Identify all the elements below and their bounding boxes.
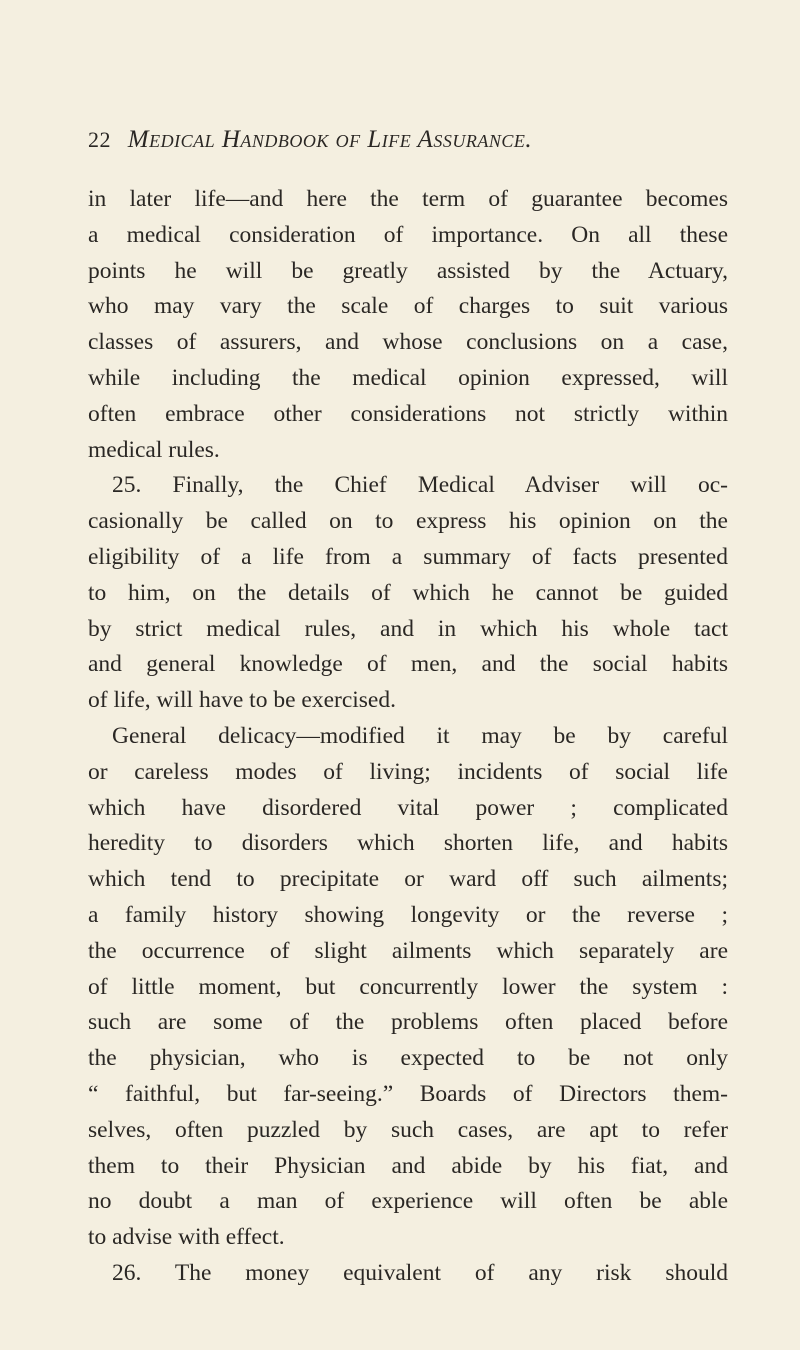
page-number: 22: [88, 127, 111, 152]
text-line: who may vary the scale of charges to suit various: [88, 293, 728, 320]
text-line: them to their Physician and abide by his fiat, and: [88, 1152, 728, 1179]
text-line: which have disordered vital power ; complicated: [88, 794, 728, 821]
text-line: eligibility of a life from a summary of facts presented: [88, 543, 728, 570]
text-line: in later life—and here the term of guarantee becomes: [88, 186, 728, 212]
text-line: while including the medical opinion expressed, will: [88, 364, 728, 391]
text-line: of life, will have to be exercised.: [88, 687, 396, 714]
paragraph-25-start: 25. Finally, the Chief Medical Adviser will oc-: [112, 472, 728, 499]
text-line: classes of assurers, and whose conclusions on a case,: [88, 329, 728, 356]
text-line: the physician, who is expected to be not only: [88, 1045, 728, 1072]
paragraph-26-start: 26. The money equivalent of any risk should: [112, 1259, 728, 1286]
text-line: by strict medical rules, and in which his whole tact: [88, 615, 728, 642]
text-line: casionally be called on to express his opinion on the: [88, 508, 728, 535]
running-head-title: Medical Handbook of Life Assurance.: [127, 126, 533, 153]
running-head: [88, 126, 728, 166]
text-line: “ faithful, but far-seeing.” Boards of Directors them-: [88, 1080, 728, 1107]
text-line: and general knowledge of men, and the social habits: [88, 651, 728, 678]
text-line: or careless modes of living; incidents of social life: [88, 758, 728, 785]
text-line: a family history showing longevity or the reverse ;: [88, 901, 728, 928]
body-text: [88, 182, 728, 1292]
text-line: a medical consideration of importance. On all these: [88, 221, 728, 248]
text-line: such are some of the problems often placed before: [88, 1009, 728, 1036]
text-line: selves, often puzzled by such cases, are apt to refer: [88, 1116, 728, 1143]
text-line: to advise with effect.: [88, 1224, 285, 1251]
text-line: heredity to disorders which shorten life, and habits: [88, 830, 728, 857]
text-line: points he will be greatly assisted by the Actuary,: [88, 257, 728, 284]
text-line: no doubt a man of experience will often be able: [88, 1188, 728, 1215]
text-line: often embrace other considerations not strictly within: [88, 400, 728, 427]
text-line: which tend to precipitate or ward off such ailments;: [88, 866, 728, 893]
paragraph-start: General delicacy—modified it may be by careful: [112, 722, 728, 749]
text-line: of little moment, but concurrently lower the system :: [88, 973, 728, 1000]
text-line: to him, on the details of which he cannot be guided: [88, 579, 728, 606]
text-line: medical rules.: [88, 436, 220, 463]
text-line: the occurrence of slight ailments which separately are: [88, 937, 728, 964]
